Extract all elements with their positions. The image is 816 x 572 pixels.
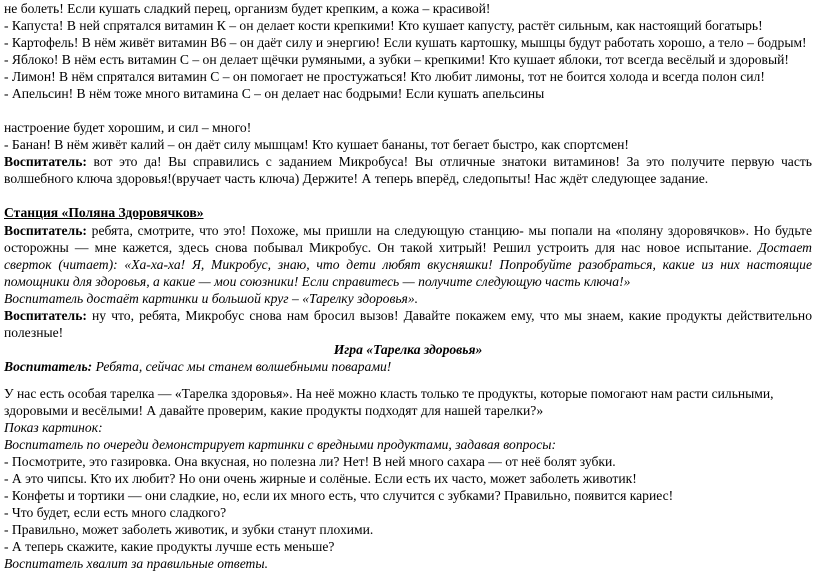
station-heading <box>4 204 812 221</box>
letter-text: Достает сверток (читает): «Ха-ха-ха! Я, Микробус, знаю, что дети любят вкусняшки! Попробуйте разобраться, какие из них настоящие помощники для здоровья, а какие — мои союзники! Если справитесь — получите следующую часть ключа!» <box>4 239 812 289</box>
text-line: - Лимон! В нём спрятался витамин С – он помогает не простужаться! Кто любит лимоны, тот не боится холода и всегда полон сил! <box>4 69 765 85</box>
teacher-paragraph <box>4 358 812 375</box>
text-line: - Банан! В нём живёт калий – он даёт силу мышцам! Кто кушает бананы, тот бегает быстро, как спортсмен! <box>4 137 629 153</box>
speaker-label: Воспитатель: <box>4 154 87 170</box>
plate-paragraph: У нас есть особая тарелка — «Тарелка здоровья». На неё можно класть только те продукты, которые помогают нам расти сильными, здоровыми и весёлыми! А давайте проверим, какие продукты подходят для нашей тарелки?» <box>4 385 774 418</box>
speech-text: вот это да! Вы справились с заданием Микробуса! Вы отличные знатоки витаминов! За это получите первую часть волшебного ключа здоровья!(вручает часть ключа) Держите! А теперь вперёд, следопыты! Нас ждёт следующее задание. <box>4 154 812 187</box>
question-line: - Конфеты и тортики — они сладкие, но, если их много есть, что случится с зубками? Правильно, появится кариес! <box>4 488 674 504</box>
speaker-label: Воспитатель: <box>4 358 93 374</box>
game-title: Игра «Тарелка здоровья» <box>333 341 483 357</box>
stage-direction: Воспитатель хвалит за правильные ответы. <box>4 556 268 572</box>
speaker-label: Воспитатель: <box>4 307 87 323</box>
spacer <box>4 187 812 204</box>
question-line: - Что будет, если есть много сладкого? <box>4 505 227 521</box>
question-line: - Посмотрите, это газировка. Она вкусная, но полезна ли? Нет! В ней много сахара — от неё болят зубки. <box>4 454 616 470</box>
text-line: - Апельсин! В нём тоже много витамина С – он делает нас бодрыми! Если кушать апельсины <box>4 86 545 102</box>
station-title: Станция «Поляна Здоровячков» <box>4 205 204 221</box>
teacher-paragraph <box>4 222 812 290</box>
speech-text: ребята, смотрите, что это! Похоже, мы пришли на следующую станцию- мы попали на «поляну здоровячков». Но будьте осторожны — мне кажется, здесь снова побывал Микробус. Он такой хитрый! Решил устроить для нас новое испытание. <box>4 222 812 255</box>
question-line: - А теперь скажите, какие продукты лучше есть меньше? <box>4 539 335 555</box>
speaker-label: Воспитатель: <box>4 222 87 238</box>
teacher-paragraph <box>4 307 812 341</box>
stage-direction: Воспитатель достаёт картинки и большой круг – «Тарелку здоровья». <box>4 290 419 306</box>
question-line: - А это чипсы. Кто их любит? Но они очень жирные и солёные. Если есть их часто, может заболеть животик! <box>4 471 637 487</box>
stage-direction: Воспитатель по очереди демонстрирует картинки с вредными продуктами, задавая вопросы: <box>4 437 556 453</box>
spacer <box>4 375 812 385</box>
question-line: - Правильно, может заболеть животик, и зубки станут плохими. <box>4 522 374 538</box>
speech-text: Ребята, сейчас мы станем волшебными поварами! <box>92 358 392 374</box>
spacer <box>4 102 812 119</box>
text-line: настроение будет хорошим, и сил – много! <box>4 120 252 136</box>
teacher-paragraph <box>4 153 812 187</box>
section-label: Показ картинок: <box>4 420 103 436</box>
text-line: - Картофель! В нём живёт витамин B6 – он даёт силу и энергию! Если кушать картошку, мышцы будут работать хорошо, а тело – бодрым! <box>4 35 807 51</box>
text-line: - Капуста! В ней спрятался витамин К – он делает кости крепкими! Кто кушает капусту, растёт сильным, как настоящий богатырь! <box>4 18 763 34</box>
text-line: - Яблоко! В нём есть витамин С – он делает щёчки румяными, а зубки – крепкими! Кто кушает яблоки, тот всегда весёлый и здоровый! <box>4 52 789 68</box>
speech-text: ну что, ребята, Микробус снова нам бросил вызов! Давайте покажем ему, что мы знаем, какие продукты действительно полезные! <box>4 307 812 340</box>
text-line: не болеть! Если кушать сладкий перец, организм будет крепким, а кожа – красивой! <box>4 1 491 16</box>
